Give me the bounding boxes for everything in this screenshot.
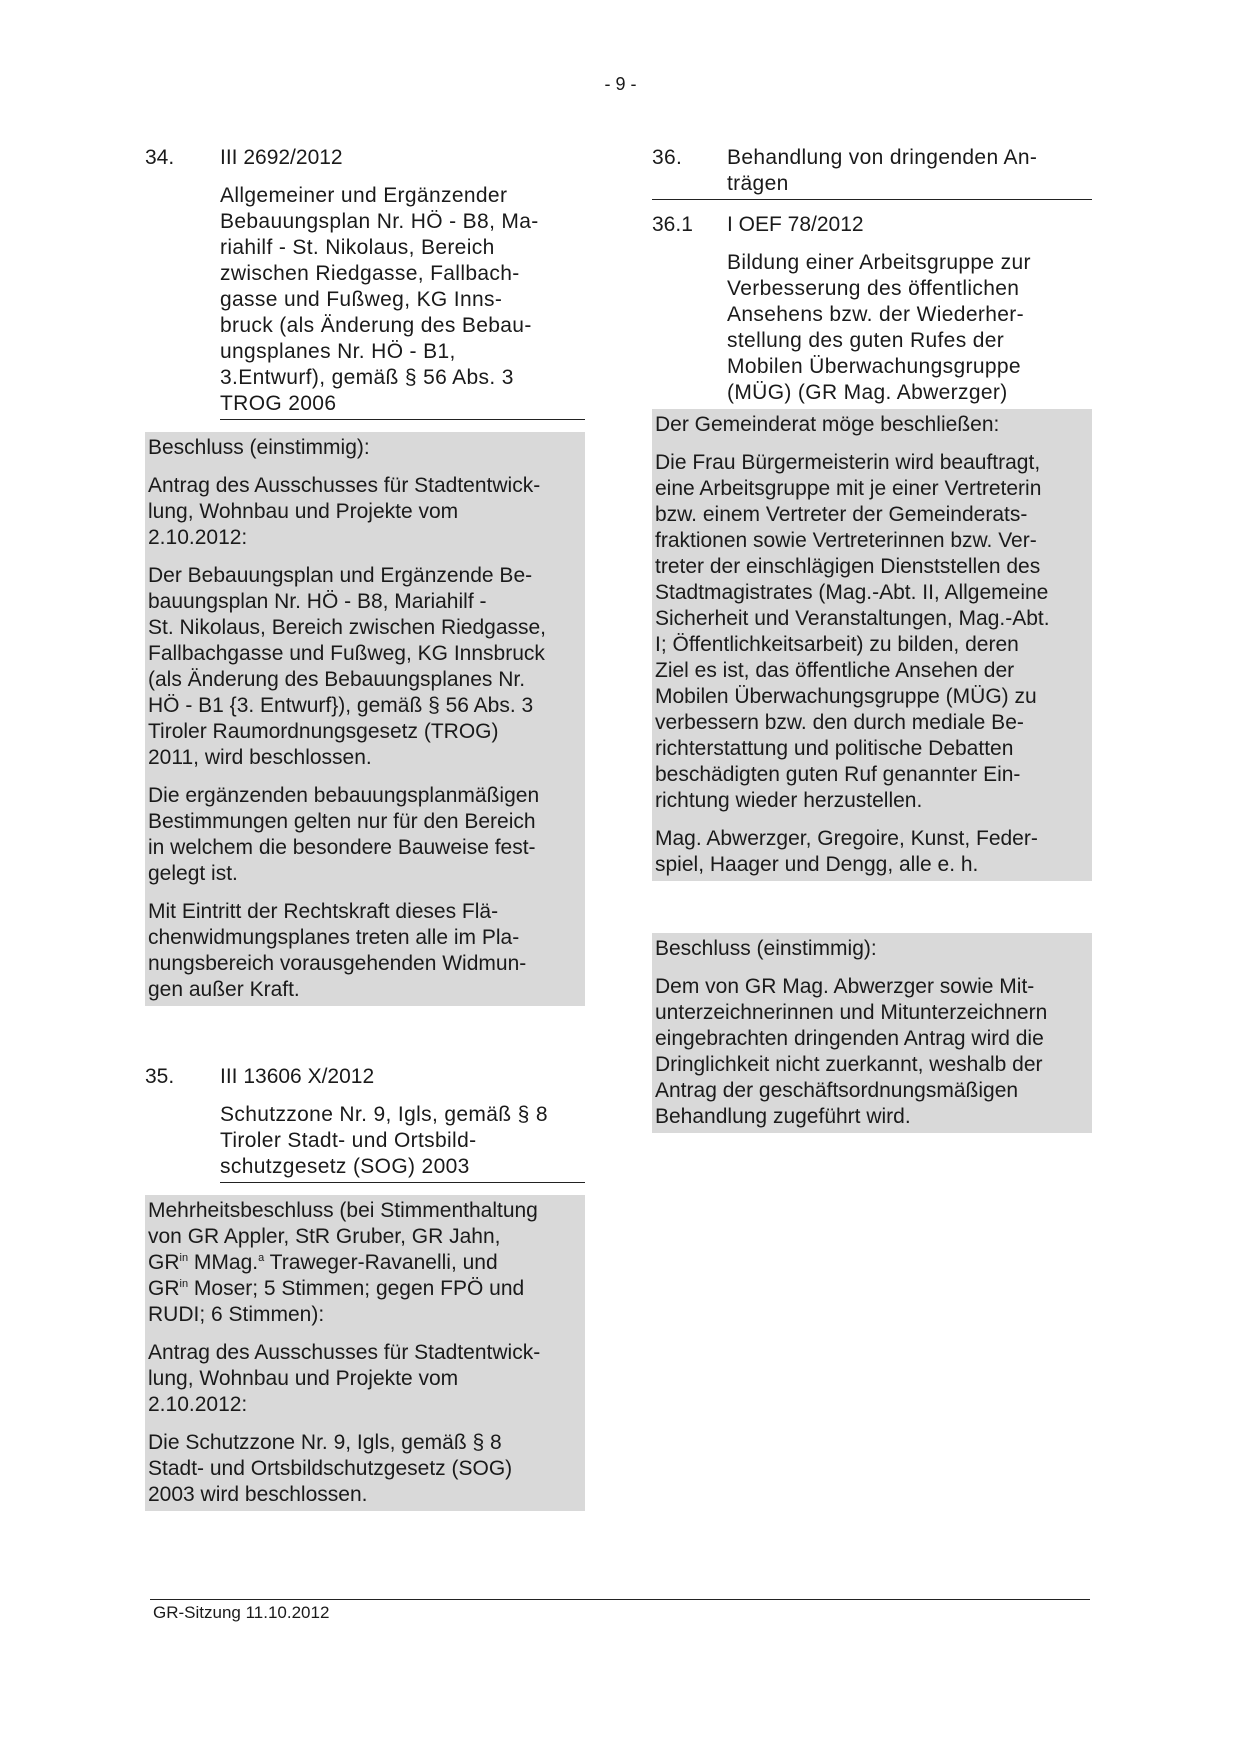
item-title [727, 250, 1092, 409]
title-line: 3.Entwurf), gemäß § 56 Abs. 3 [220, 366, 514, 389]
agenda-item-36-1 [652, 212, 1092, 1133]
title-line: Ansehens bzw. der Wiederher- [727, 303, 1024, 326]
item-title [220, 183, 585, 420]
item-title: Behandlung von dringenden An- trägen [727, 146, 1038, 195]
paragraph: Der Gemeinderat möge beschließen: [655, 413, 1000, 436]
item-title [220, 1102, 585, 1183]
item-number: 36. [652, 146, 683, 169]
item-reference: I OEF 78/2012 [727, 213, 864, 236]
title-line: bruck (als Änderung des Bebau- [220, 314, 532, 337]
decision-box [652, 933, 1092, 1133]
motion-box [652, 409, 1092, 881]
paragraph: Mag. Abwerzger, Gregoire, Kunst, Feder- spiel, Haager und Dengg, alle e. h. [655, 827, 1038, 876]
paragraph: Dem von GR Mag. Abwerzger sowie Mit- unterzeichnerinnen und Mitunterzeichnern eingebrachten dringenden Antrag wird die Dringlichkeit nicht zuerkannt, weshalb der Antrag der geschäftsordnungsmäßigen Behandlung zugeführt wird. [655, 975, 1048, 1128]
footer-text: GR-Sitzung 11.10.2012 [153, 1603, 330, 1622]
item-reference: III 13606 X/2012 [220, 1065, 375, 1088]
title-line: Bebauungsplan Nr. HÖ - B8, Ma- [220, 210, 539, 233]
agenda-item-35 [145, 1064, 585, 1511]
item-reference: III 2692/2012 [220, 146, 343, 169]
paragraph: Mit Eintritt der Rechtskraft dieses Flä- chenwidmungsplanes treten alle im Pla- nungsbereich vorausgehenden Widmun- gen außer Kraft. [148, 900, 527, 1001]
title-line: Verbesserung des öffentlichen [727, 277, 1020, 300]
paragraph: Beschluss (einstimmig): [655, 937, 877, 960]
page-number: - 9 - [604, 74, 637, 94]
title-line: Bildung einer Arbeitsgruppe zur [727, 251, 1031, 274]
item-number: 35. [145, 1065, 175, 1088]
paragraph: Beschluss (einstimmig): [148, 436, 370, 459]
paragraph: Die Schutzzone Nr. 9, Igls, gemäß § 8 Stadt- und Ortsbildschutzgesetz (SOG) 2003 wird beschlossen. [148, 1431, 513, 1506]
right-column [652, 145, 1092, 1133]
paragraph: Die ergänzenden bebauungsplanmäßigen Bestimmungen gelten nur für den Bereich in welchem die besondere Bauweise fest- gelegt ist. [148, 784, 540, 885]
paragraph: Die Frau Bürgermeisterin wird beauftragt, eine Arbeitsgruppe mit je einer Vertreterin bzw. einem Vertreter der Gemeinderats- fraktionen sowie Vertreterinnen bzw. Ver- treter der einschlägigen Dienststellen des Stadtmagistrates (Mag.-Abt. II, Allgemeine Sicherheit und Veranstaltungen, Mag.-Abt. I; Öffentlichkeitsarbeit) zu bilden, deren Ziel es ist, das öffentliche Ansehen der Mobilen Überwachungsgruppe (MÜG) zu verbessern bzw. den durch mediale Be- richterstattung und politische Debatten beschädigten guten Ruf genannter Ein- richtung wieder herzustellen. [655, 451, 1050, 812]
title-line: Tiroler Stadt- und Ortsbild- [220, 1129, 477, 1152]
agenda-item-36 [652, 145, 1092, 200]
left-column [145, 145, 585, 1511]
title-line: TROG 2006 [220, 392, 337, 415]
decision-box [145, 1195, 585, 1511]
paragraph: Mehrheitsbeschluss (bei Stimmenthaltung von GR Appler, StR Gruber, GR Jahn, $GR^{in}$ MMag.$^a$ Traweger-Ravanelli, und $GR^{in}$ Moser; 5 Stimmen; gegen FPÖ und RUDI; 6 Stimmen): [148, 1199, 538, 1326]
footer-divider [150, 1599, 1090, 1600]
title-line: (MÜG) (GR Mag. Abwerzger) [727, 381, 1008, 404]
item-header [652, 145, 1092, 200]
item-header [145, 145, 585, 171]
title-line: Allgemeiner und Ergänzender [220, 184, 508, 207]
agenda-item-34 [145, 145, 585, 1006]
paragraph: Antrag des Ausschusses für Stadtentwick- lung, Wohnbau und Projekte vom 2.10.2012: [148, 1341, 541, 1416]
title-line: riahilf - St. Nikolaus, Bereich [220, 236, 495, 259]
title-line: Mobilen Überwachungsgruppe [727, 355, 1021, 378]
title-line: gasse und Fußweg, KG Inns- [220, 288, 503, 311]
item-header [652, 212, 1092, 238]
paragraph: Antrag des Ausschusses für Stadtentwick- lung, Wohnbau und Projekte vom 2.10.2012: [148, 474, 541, 549]
decision-box [145, 432, 585, 1006]
item-number: 36.1 [652, 213, 693, 236]
title-line: Schutzzone Nr. 9, Igls, gemäß § 8 [220, 1103, 548, 1126]
title-line: schutzgesetz (SOG) 2003 [220, 1155, 470, 1178]
title-line: ungsplanes Nr. HÖ - B1, [220, 340, 456, 363]
title-line: zwischen Riedgasse, Fallbach- [220, 262, 520, 285]
title-line: stellung des guten Rufes der [727, 329, 1005, 352]
item-number: 34. [145, 146, 175, 169]
item-header [145, 1064, 585, 1090]
paragraph: Der Bebauungsplan und Ergänzende Be- bauungsplan Nr. HÖ - B8, Mariahilf - St. Nikolaus, Bereich zwischen Riedgasse, Fallbachgasse und Fußweg, KG Innsbruck (als Änderung des Bebauungsplanes Nr. HÖ - B1 {3. Entwurf}), gemäß § 56 Abs. 3 Tiroler Raumordnungsgesetz (TROG) 2011, wird beschlossen. [148, 564, 547, 769]
